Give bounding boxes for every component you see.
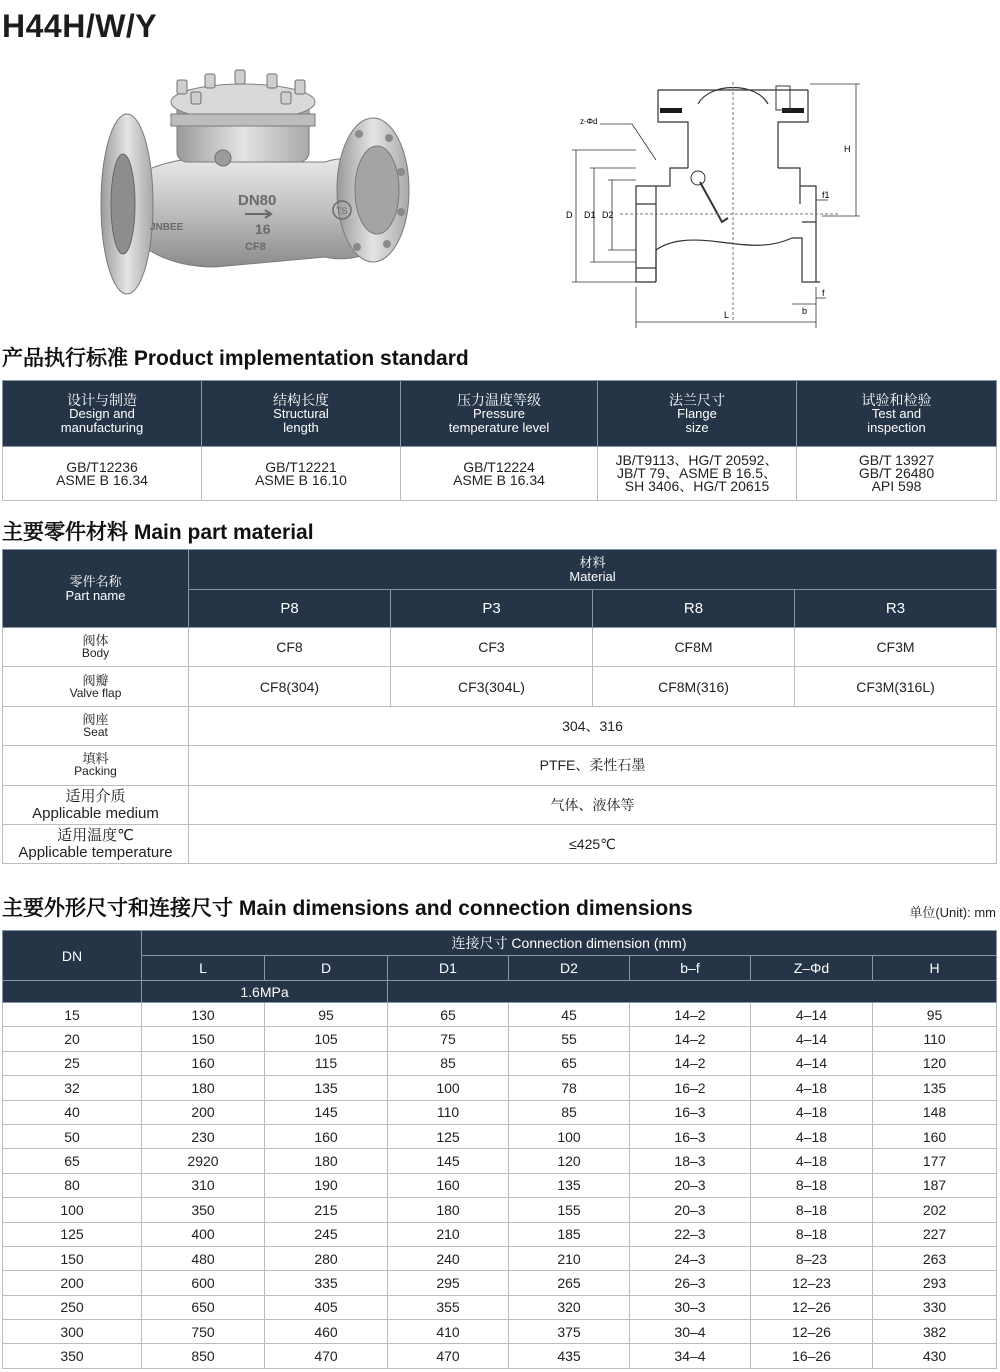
material-value-cell: ≤425℃ — [189, 824, 997, 863]
dimension-cell: 177 — [873, 1149, 997, 1173]
material-value-cell: PTFE、柔性石墨 — [189, 746, 997, 785]
dimension-cell: 85 — [509, 1100, 630, 1124]
pressure-row-spacer — [388, 981, 997, 1003]
dimension-column-header: D — [265, 956, 388, 981]
dimension-cell: 95 — [265, 1003, 388, 1027]
label-f1: f1 — [822, 190, 830, 200]
dn-cell: 40 — [3, 1100, 142, 1124]
std-value-length: GB/T12221 ASME B 16.10 — [202, 447, 401, 501]
dimension-cell: 600 — [142, 1271, 265, 1295]
dimension-cell: 4–18 — [751, 1076, 873, 1100]
dimension-cell: 115 — [265, 1051, 388, 1075]
label-D2: D2 — [602, 210, 614, 220]
material-table — [2, 549, 997, 864]
connection-header: 连接尺寸 Connection dimension (mm) — [142, 931, 997, 956]
dimension-cell: 30–4 — [630, 1320, 751, 1344]
dimension-cell: 155 — [509, 1198, 630, 1222]
dn-cell: 125 — [3, 1222, 142, 1246]
material-value-cell: CF3M — [795, 628, 997, 667]
dimension-cell: 85 — [388, 1051, 509, 1075]
material-value-cell: CF8(304) — [189, 667, 391, 706]
dimension-column-header: D2 — [509, 956, 630, 981]
dimension-cell: 16–3 — [630, 1124, 751, 1148]
dimension-cell: 4–18 — [751, 1100, 873, 1124]
dn-cell: 250 — [3, 1295, 142, 1319]
dimension-cell: 160 — [873, 1124, 997, 1148]
dimension-cell: 45 — [509, 1003, 630, 1027]
dimension-cell: 202 — [873, 1198, 997, 1222]
unit-label: 单位(Unit): mm — [909, 905, 996, 920]
table-row — [3, 1295, 997, 1319]
table-row — [3, 1100, 997, 1124]
dimension-cell: 20–3 — [630, 1198, 751, 1222]
dimension-cell: 375 — [509, 1320, 630, 1344]
brand-mark: JNBEE — [150, 222, 184, 233]
dimension-cell: 12–26 — [751, 1295, 873, 1319]
std-header-flange: 法兰尺寸 Flange size — [598, 381, 797, 447]
part-name-cell: 阀体 Body — [3, 628, 189, 667]
table-row — [3, 1076, 997, 1100]
dimension-cell: 8–18 — [751, 1198, 873, 1222]
dimension-cell: 210 — [509, 1246, 630, 1270]
standard-table — [2, 380, 997, 501]
dimension-cell: 410 — [388, 1320, 509, 1344]
table-row — [3, 1320, 997, 1344]
part-name-header: 零件名称 Part name — [3, 550, 189, 628]
material-value-cell: CF8 — [189, 628, 391, 667]
dn-cell: 32 — [3, 1076, 142, 1100]
part-name-cell: 阀瓣 Valve flap — [3, 667, 189, 706]
material-row — [3, 667, 997, 706]
dimension-cell: 190 — [265, 1173, 388, 1197]
dimension-cell: 16–3 — [630, 1100, 751, 1124]
dimension-cell: 350 — [142, 1198, 265, 1222]
standard-section-title: 产品执行标准 Product implementation standard — [2, 347, 469, 370]
dimension-cell: 4–14 — [751, 1003, 873, 1027]
dimension-cell: 18–3 — [630, 1149, 751, 1173]
dimension-cell: 8–18 — [751, 1173, 873, 1197]
material-value-cell: CF8M(316) — [593, 667, 795, 706]
label-H: H — [844, 144, 851, 154]
label-f: f — [822, 288, 825, 298]
material-value-cell: CF3M(316L) — [795, 667, 997, 706]
label-D1: D1 — [584, 210, 596, 220]
material-row — [3, 746, 997, 785]
dimension-cell: 30–3 — [630, 1295, 751, 1319]
dimension-cell: 4–18 — [751, 1124, 873, 1148]
dimension-cell: 187 — [873, 1173, 997, 1197]
dimension-cell: 245 — [265, 1222, 388, 1246]
dimension-cell: 135 — [873, 1076, 997, 1100]
dimension-cell: 125 — [388, 1124, 509, 1148]
dimension-cell: 150 — [142, 1027, 265, 1051]
std-header-test: 试验和检验 Test and inspection — [797, 381, 997, 447]
table-row — [3, 1173, 997, 1197]
table-row — [3, 1003, 997, 1027]
std-value-design: GB/T12236 ASME B 16.34 — [3, 447, 202, 501]
dimension-cell: 405 — [265, 1295, 388, 1319]
dimension-cell: 22–3 — [630, 1222, 751, 1246]
ts-logo: TS — [336, 206, 348, 216]
grade-header: R3 — [795, 590, 997, 628]
dimension-cell: 470 — [265, 1344, 388, 1368]
dimension-cell: 20–3 — [630, 1173, 751, 1197]
dn-cell: 25 — [3, 1051, 142, 1075]
dimension-cell: 145 — [388, 1149, 509, 1173]
dimension-cell: 65 — [388, 1003, 509, 1027]
dimension-cell: 240 — [388, 1246, 509, 1270]
dimension-cell: 355 — [388, 1295, 509, 1319]
dimension-cell: 460 — [265, 1320, 388, 1344]
dn-cell: 350 — [3, 1344, 142, 1368]
std-header-design: 设计与制造 Design and manufacturing — [3, 381, 202, 447]
dimension-cell: 95 — [873, 1003, 997, 1027]
dn-cell: 80 — [3, 1173, 142, 1197]
dn-header: DN — [3, 931, 142, 981]
label-D: D — [566, 210, 573, 220]
dimension-column-header: L — [142, 956, 265, 981]
dn-cell: 20 — [3, 1027, 142, 1051]
material-row — [3, 706, 997, 745]
dn-cell: 300 — [3, 1320, 142, 1344]
dimension-cell: 100 — [388, 1076, 509, 1100]
pressure-label: 1.6MPa — [142, 981, 388, 1003]
table-row — [3, 1271, 997, 1295]
material-header: 材料 Material — [189, 550, 997, 590]
dn-cell: 65 — [3, 1149, 142, 1173]
dimension-cell: 470 — [388, 1344, 509, 1368]
dimension-cell: 16–2 — [630, 1076, 751, 1100]
dimension-cell: 4–14 — [751, 1027, 873, 1051]
dimension-cell: 78 — [509, 1076, 630, 1100]
dimension-cell: 230 — [142, 1124, 265, 1148]
dimension-cell: 263 — [873, 1246, 997, 1270]
dimension-cell: 16–26 — [751, 1344, 873, 1368]
material-value-cell: 气体、液体等 — [189, 785, 997, 824]
dimension-cell: 145 — [265, 1100, 388, 1124]
valve-photo — [95, 62, 425, 312]
dimension-cell: 160 — [388, 1173, 509, 1197]
dimension-cell: 293 — [873, 1271, 997, 1295]
dimension-cell: 480 — [142, 1246, 265, 1270]
part-name-cell: 适用温度℃ Applicable temperature — [3, 824, 189, 863]
dimension-cell: 14–2 — [630, 1003, 751, 1027]
marking-dn: DN80 — [238, 192, 277, 209]
dimension-cell: 850 — [142, 1344, 265, 1368]
std-value-test: GB/T 13927 GB/T 26480 API 598 — [797, 447, 997, 501]
dimension-cell: 400 — [142, 1222, 265, 1246]
dimension-cell: 185 — [509, 1222, 630, 1246]
dimension-cell: 160 — [265, 1124, 388, 1148]
dimension-cell: 2920 — [142, 1149, 265, 1173]
dn-cell: 50 — [3, 1124, 142, 1148]
table-row — [3, 1124, 997, 1148]
pressure-row — [3, 981, 997, 1003]
dimension-cell: 148 — [873, 1100, 997, 1124]
dimension-cell: 24–3 — [630, 1246, 751, 1270]
dimension-cell: 750 — [142, 1320, 265, 1344]
dimension-cell: 335 — [265, 1271, 388, 1295]
model-title: H44H/W/Y — [2, 8, 158, 44]
material-value-cell: CF3(304L) — [391, 667, 593, 706]
dimension-cell: 430 — [873, 1344, 997, 1368]
dimension-cell: 120 — [873, 1051, 997, 1075]
dimension-column-header: b–f — [630, 956, 751, 981]
dn-cell: 15 — [3, 1003, 142, 1027]
material-row — [3, 628, 997, 667]
dimension-cell: 65 — [509, 1051, 630, 1075]
table-row — [3, 1027, 997, 1051]
dimensions-table — [2, 930, 997, 1369]
dimension-column-header: H — [873, 956, 997, 981]
dimension-cell: 180 — [142, 1076, 265, 1100]
dimension-cell: 8–18 — [751, 1222, 873, 1246]
dimension-cell: 135 — [509, 1173, 630, 1197]
dimension-cell: 295 — [388, 1271, 509, 1295]
dimension-cell: 265 — [509, 1271, 630, 1295]
dimension-cell: 34–4 — [630, 1344, 751, 1368]
dimension-cell: 12–23 — [751, 1271, 873, 1295]
std-value-flange: JB/T9113、HG/T 20592、 JB/T 79、ASME B 16.5、 SH 3406、HG/T 20615 — [598, 447, 797, 501]
dimensions-section-title: 主要外形尺寸和连接尺寸 Main dimensions and connection dimensions — [2, 897, 693, 920]
dimension-cell: 110 — [873, 1027, 997, 1051]
part-name-cell: 阀座 Seat — [3, 706, 189, 745]
dimension-cell: 14–2 — [630, 1051, 751, 1075]
material-row — [3, 785, 997, 824]
dimension-cell: 227 — [873, 1222, 997, 1246]
part-name-cell: 适用介质 Applicable medium — [3, 785, 189, 824]
dimension-cell: 180 — [265, 1149, 388, 1173]
dn-cell: 200 — [3, 1271, 142, 1295]
table-row — [3, 1246, 997, 1270]
dimension-cell: 12–26 — [751, 1320, 873, 1344]
std-header-length: 结构长度 Structural length — [202, 381, 401, 447]
dimension-cell: 130 — [142, 1003, 265, 1027]
dimension-cell: 435 — [509, 1344, 630, 1368]
grade-header: P8 — [189, 590, 391, 628]
label-b: b — [802, 306, 808, 316]
part-name-cell: 填料 Packing — [3, 746, 189, 785]
dimension-cell: 382 — [873, 1320, 997, 1344]
dimension-cell: 120 — [509, 1149, 630, 1173]
dimension-cell: 100 — [509, 1124, 630, 1148]
dimension-cell: 650 — [142, 1295, 265, 1319]
technical-drawing — [560, 72, 860, 334]
material-value-cell: CF8M — [593, 628, 795, 667]
dimension-column-header: D1 — [388, 956, 509, 981]
std-value-pressure: GB/T12224 ASME B 16.34 — [401, 447, 598, 501]
dimension-cell: 14–2 — [630, 1027, 751, 1051]
table-row — [3, 1149, 997, 1173]
std-header-pressure: 压力温度等级 Pressure temperature level — [401, 381, 598, 447]
table-row — [3, 1198, 997, 1222]
table-row — [3, 1344, 997, 1368]
material-value-cell: CF3 — [391, 628, 593, 667]
dimension-cell: 160 — [142, 1051, 265, 1075]
dimension-cell: 110 — [388, 1100, 509, 1124]
dimension-cell: 135 — [265, 1076, 388, 1100]
dimension-column-header: Z–Φd — [751, 956, 873, 981]
dimension-cell: 4–18 — [751, 1149, 873, 1173]
grade-header: P3 — [391, 590, 593, 628]
dimension-cell: 320 — [509, 1295, 630, 1319]
marking-pn: 16 — [255, 221, 271, 237]
dimension-cell: 75 — [388, 1027, 509, 1051]
dimension-cell: 55 — [509, 1027, 630, 1051]
table-row — [3, 1222, 997, 1246]
table-row — [3, 1051, 997, 1075]
pressure-row-spacer — [3, 981, 142, 1003]
label-L: L — [724, 310, 730, 320]
dimension-cell: 280 — [265, 1246, 388, 1270]
dn-cell: 150 — [3, 1246, 142, 1270]
label-z-phi-d: z-Φd — [580, 117, 598, 126]
dimension-cell: 200 — [142, 1100, 265, 1124]
dn-cell: 100 — [3, 1198, 142, 1222]
material-row — [3, 824, 997, 863]
dimension-cell: 4–14 — [751, 1051, 873, 1075]
dimension-cell: 210 — [388, 1222, 509, 1246]
marking-material: CF8 — [245, 241, 266, 253]
dimension-cell: 330 — [873, 1295, 997, 1319]
material-value-cell: 304、316 — [189, 706, 997, 745]
dimension-cell: 180 — [388, 1198, 509, 1222]
dimension-cell: 105 — [265, 1027, 388, 1051]
material-section-title: 主要零件材料 Main part material — [2, 521, 314, 544]
dimension-cell: 215 — [265, 1198, 388, 1222]
dimension-cell: 310 — [142, 1173, 265, 1197]
dimension-cell: 8–23 — [751, 1246, 873, 1270]
grade-header: R8 — [593, 590, 795, 628]
dimension-cell: 26–3 — [630, 1271, 751, 1295]
